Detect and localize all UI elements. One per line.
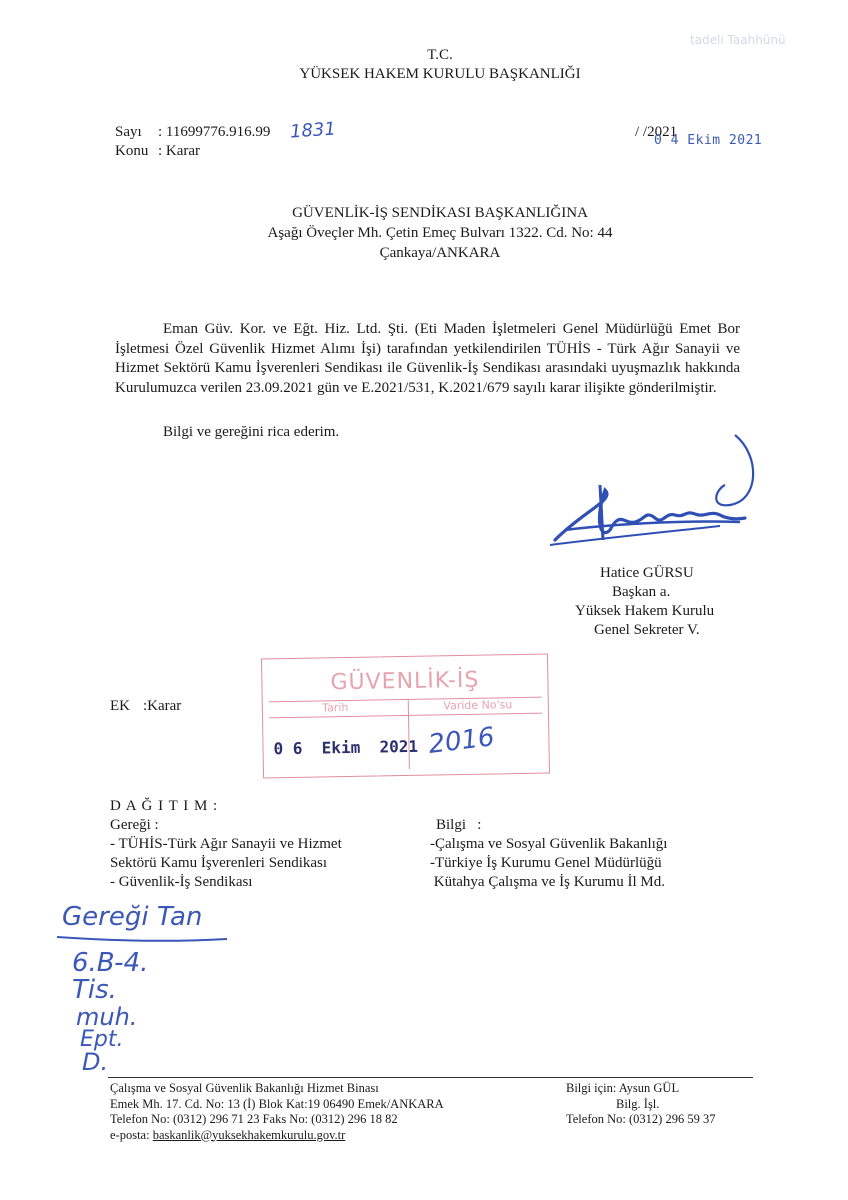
distribution-left-item: Sektörü Kamu İşverenleri Sendikası [110,855,328,871]
distribution-left-item: - TÜHİS-Türk Ağır Sanayii ve Hizmet [110,836,342,852]
handwritten-note-6: D. [82,1048,109,1076]
footer-divider [108,1077,753,1078]
signature-scribble [545,430,775,560]
footer-right [566,1081,715,1128]
distribution-right-item: Kütahya Çalışma ve İş Kurumu İl Md. [430,874,665,890]
konu-label: Konu [115,143,149,159]
body-closing: Bilgi ve gereğini rica ederim. [163,424,340,440]
footer-phone: Telefon No: (0312) 296 71 23 Faks No: (0312) 296 18 82 [110,1112,398,1126]
footer-email-row [110,1128,444,1144]
signatory-name: Hatice GÜRSU [600,565,694,581]
ek-label: EK [110,698,130,714]
signatory-title3: Genel Sekreter V. [594,622,700,638]
distribution-right-item: -Türkiye İş Kurumu Genel Müdürlüğü [430,855,662,871]
sayi-label: Sayı [115,124,142,140]
stamp-title: GÜVENLİK-İŞ [330,667,480,696]
distribution-left-label: Gereği : [110,817,159,833]
distribution-right-item: -Çalışma ve Sosyal Güvenlik Bakanlığı [430,836,668,852]
sayi-handwritten-number: 1831 [289,118,337,143]
footer-contact-role: Bilg. İşl. [616,1096,660,1111]
signatory-title1: Başkan a. [612,584,671,600]
handwritten-note-2: 6.B-4. [72,948,149,978]
stamp-number: 2016 [426,722,497,760]
handwritten-note-5: Ept. [80,1027,124,1052]
stamp-date: 0 6 Ekim 2021 [273,736,419,759]
footer-contact-phone: Telefon No: (0312) 296 59 37 [566,1112,716,1126]
body-paragraph: Eman Güv. Kor. ve Eğt. Hiz. Ltd. Şti. (Eti Maden İşletmeleri Genel Müdürlüğü Emet Bor İşletmesi Özel Güvenlik Hizmet Alımı İşi) tarafından yetkilendirilen TÜHİS - Türk Ağır Sanayii ve Hizmet Sektörü Kamu İşverenleri Sendikası ile Güvenlik-İş Sendikası arasındaki uyuşmazlık hakkında Kurulumuzca verilen 23.09.2021 gün ve E.2021/531, K.2021/679 sayılı karar ilişikte gönderilmiştir. [115,321,740,396]
footer-building: Çalışma ve Sosyal Güvenlik Bakanlığı Hizmet Binası [110,1081,379,1095]
distribution-left-item: - Güvenlik-İş Sendikası [110,874,253,890]
receipt-stamp [261,654,550,779]
recipient-city: Çankaya/ANKARA [379,245,501,261]
footer-left [110,1081,444,1143]
handwritten-underline [55,933,230,945]
footer-email-label: e-posta: [110,1127,153,1142]
recipient-name: GÜVENLİK-İŞ SENDİKASI BAŞKANLIĞINA [292,205,588,221]
footer-email-link[interactable]: baskanlik@yuksekhakemkurulu.gov.tr [152,1127,346,1142]
recipient-address: Aşağı Öveçler Mh. Çetin Emeç Bulvarı 1322. Cd. No: 44 [267,225,613,241]
signatory-title2: Yüksek Hakem Kurulu [575,603,715,619]
ek-value: :Karar [143,698,182,714]
header-institution: YÜKSEK HAKEM KURULU BAŞKANLIĞI [299,66,581,82]
handwritten-note-1: Gereği Tan [62,902,203,932]
date-printed: / /2021 [635,124,678,140]
date-stamp: 0 4 Ekim 2021 [654,133,763,148]
header-tc: T.C. [427,47,453,63]
distribution-right-label: Bilgi : [436,817,482,833]
stamp-col-number-label: Varide No'su [443,698,513,713]
footer-contact-name: Bilgi için: Aysun GÜL [566,1081,680,1095]
sayi-value: : 11699776.916.99 [158,124,271,140]
handwritten-note-4: muh. [76,1003,138,1031]
konu-value: : Karar [158,143,201,159]
distribution-heading: D A Ğ I T I M : [110,798,219,814]
footer-address: Emek Mh. 17. Cd. No: 13 (İ) Blok Kat:19 06490 Emek/ANKARA [110,1096,444,1111]
stamp-col-date-label: Tarih [322,700,349,715]
handwritten-note-3: Tis. [72,975,117,1005]
faint-corner-text: tadeli Taahhünü [690,33,786,47]
